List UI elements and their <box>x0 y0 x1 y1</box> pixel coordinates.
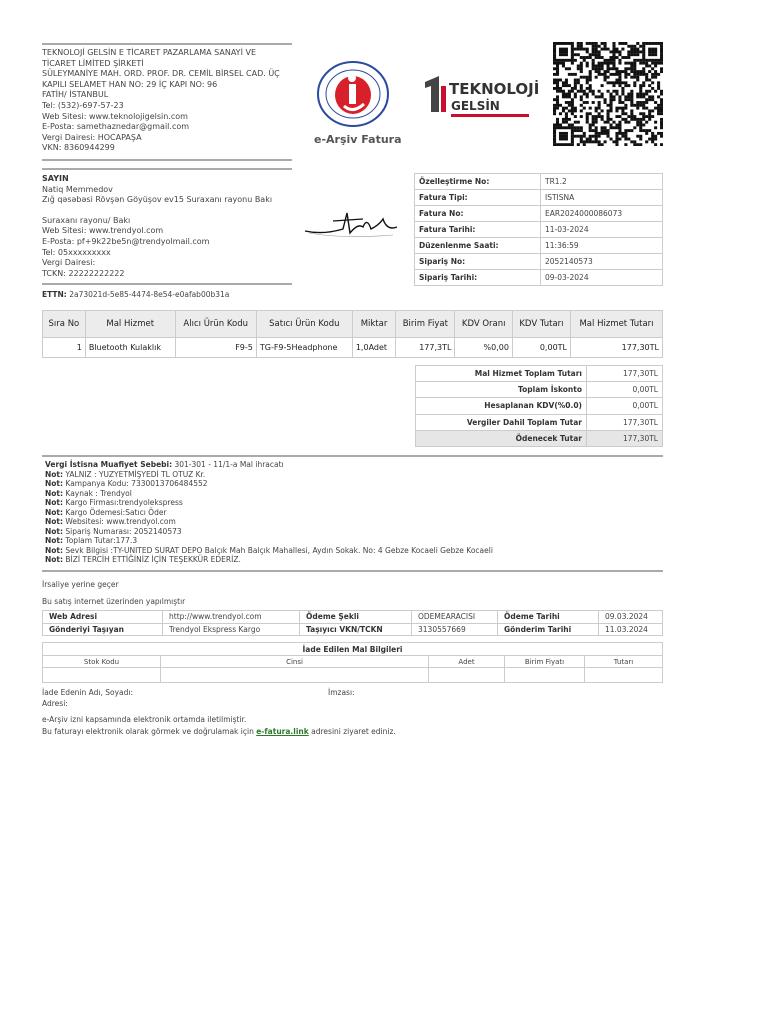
note-label: Not: <box>45 536 64 545</box>
totals-key: Mal Hizmet Toplam Tutarı <box>416 366 587 382</box>
item-vat-amount: 0,00TL <box>512 338 570 358</box>
info-value: 09-03-2024 <box>541 270 663 286</box>
info-row <box>415 238 663 254</box>
footer-line-2-prefix: Bu faturayı elektronik olarak görmek ve doğrulamak için <box>42 727 254 736</box>
returns-header-cell: Adet <box>429 656 505 668</box>
totals-row <box>416 366 663 382</box>
totals-row <box>416 398 663 414</box>
totals-key: Ödenecek Tutar <box>416 430 587 446</box>
totals-row <box>416 414 663 430</box>
returns-header-cell: Cinsi <box>161 656 429 668</box>
notes-block <box>45 460 665 565</box>
totals-value: 177,30TL <box>587 430 663 446</box>
note-text: Kaynak : Trendyol <box>65 488 132 498</box>
returns-header-cell: Birim Fiyatı <box>505 656 585 668</box>
buyer-block <box>42 174 292 279</box>
returns-empty-cell <box>429 668 505 683</box>
web-address-value: http://www.trendyol.com <box>163 611 300 624</box>
note-label: Not: <box>45 479 64 488</box>
totals-value: 0,00TL <box>587 398 663 414</box>
note-line <box>45 470 665 480</box>
internet-sale-note: Bu satış internet üzerinden yapılmıştır <box>42 597 186 606</box>
delivery-table <box>42 610 663 636</box>
info-row <box>415 254 663 270</box>
seller-web: Web Sitesi: www.teknolojigelsin.com <box>42 111 188 121</box>
totals-value: 177,30TL <box>587 366 663 382</box>
returns-empty-cell <box>43 668 161 683</box>
ettn <box>42 290 229 299</box>
irsaliye-note: İrsaliye yerine geçer <box>42 580 119 589</box>
web-address-label: Web Adresi <box>43 611 163 624</box>
invoice-info-table <box>414 173 663 286</box>
note-text: Toplam Tutar:177.3 <box>65 536 138 545</box>
note-line <box>45 508 665 518</box>
buyer-tckn: TCKN: 22222222222 <box>42 268 125 278</box>
notes-divider-bottom <box>42 570 663 572</box>
seller-address-1: SÜLEYMANİYE MAH. ORD. PROF. DR. CEMİL BİRSEL CAD. ÜÇ <box>42 69 280 79</box>
seller-tax-office: Vergi Dairesi: HOCAPAŞA <box>42 132 142 142</box>
returns-header-cell: Tutarı <box>585 656 663 668</box>
items-header-cell: KDV Tutarı <box>512 311 570 338</box>
note-line <box>45 536 665 546</box>
returns-empty-cell <box>585 668 663 683</box>
note-line <box>45 517 665 527</box>
table-row <box>43 338 663 358</box>
info-row <box>415 174 663 190</box>
return-name-label: İade Edenin Adı, Soyadı: <box>42 688 134 697</box>
buyer-web: Web Sitesi: www.trendyol.com <box>42 226 164 236</box>
info-row <box>415 190 663 206</box>
buyer-divider-top <box>42 168 292 170</box>
totals-key: Toplam İskonto <box>416 382 587 398</box>
totals-table <box>415 365 663 447</box>
note-label: Not: <box>45 507 64 517</box>
returns-title: İade Edilen Mal Bilgileri <box>43 643 663 656</box>
note-label: Not: <box>45 545 64 555</box>
buyer-address: Zığ qəsəbəsi Rövşən Göyüşov ev15 Suraxanı rayonu Bakı <box>42 195 273 205</box>
returns-header-cell: Stok Kodu <box>43 656 161 668</box>
info-key: Fatura No: <box>415 206 541 222</box>
note-line <box>45 498 665 508</box>
seller-tel: Tel: (532)-697-57-23 <box>42 100 124 110</box>
note-text: YALNIZ : YUZYETMİŞYEDİ TL OTUZ Kr. <box>65 469 206 479</box>
item-qty: 1,0Adet <box>352 338 395 358</box>
ettn-label: ETTN: <box>42 290 67 299</box>
note-line <box>45 546 665 556</box>
seller-address-2: KAPILI SELAMET HAN NO: 29 İÇ KAPI NO: 96 <box>42 79 218 89</box>
item-total: 177,30TL <box>571 338 663 358</box>
payment-method-label: Ödeme Şekli <box>300 611 412 624</box>
note-text: Sevk Bilgisi :TY-UNITED SURAT DEPO Balçık Mah Balçık Mahallesi, Aydın Sokak. No: 4 Gebze Kocaeli Gebze Kocaeli <box>65 545 493 555</box>
item-unit-price: 177,3TL <box>396 338 455 358</box>
footer-line-2-suffix: adresini ziyaret ediniz. <box>311 727 396 736</box>
buyer-district: Suraxanı rayonu/ Bakı <box>42 215 131 225</box>
info-row <box>415 270 663 286</box>
note-line <box>45 479 665 489</box>
info-key: Sipariş Tarihi: <box>415 270 541 286</box>
note-label: Not: <box>45 469 64 479</box>
info-key: Fatura Tipi: <box>415 190 541 206</box>
gib-seal-logo <box>316 60 391 128</box>
info-row <box>415 222 663 238</box>
note-text: Kampanya Kodu: 7330013706484552 <box>65 479 208 488</box>
buyer-divider-bottom <box>42 283 292 285</box>
info-row <box>415 206 663 222</box>
brand-logo-line1: TEKNOLOJİ <box>449 80 540 98</box>
note-line <box>45 527 665 537</box>
note-text: Sipariş Numarası: 2052140573 <box>65 526 182 536</box>
seller-vkn: VKN: 8360944299 <box>42 143 115 153</box>
qr-code <box>553 42 663 146</box>
carrier-vkn-label: Taşıyıcı VKN/TCKN <box>300 623 412 636</box>
seller-email: E-Posta: samethaznedar@gmail.com <box>42 122 190 132</box>
exemption-note <box>45 460 665 470</box>
returns-empty-cell <box>505 668 585 683</box>
info-key: Sipariş No: <box>415 254 541 270</box>
items-header-cell: Birim Fiyat <box>396 311 455 338</box>
seller-block <box>42 48 292 154</box>
efatura-link[interactable]: e-fatura.link <box>256 727 309 736</box>
carrier-label: Gönderiyi Taşıyan <box>43 623 163 636</box>
note-label: Not: <box>45 498 64 507</box>
items-header-cell: Mal Hizmet <box>85 311 175 338</box>
top-divider <box>42 43 292 45</box>
returns-empty-cell <box>161 668 429 683</box>
info-key: Fatura Tarihi: <box>415 222 541 238</box>
note-line <box>45 489 665 499</box>
items-header-cell: KDV Oranı <box>455 311 512 338</box>
info-value: EAR2024000086073 <box>541 206 663 222</box>
brand-logo <box>421 72 549 120</box>
items-header-cell: Satıcı Ürün Kodu <box>256 311 352 338</box>
note-text: BİZİ TERCİH ETTİĞİNİZ İÇİN TEŞEKKÜR EDERİZ. <box>65 555 241 564</box>
item-vat-rate: %0,00 <box>455 338 512 358</box>
totals-key: Vergiler Dahil Toplam Tutar <box>416 414 587 430</box>
buyer-tel: Tel: 05xxxxxxxxx <box>42 247 111 257</box>
signature-image <box>303 205 399 241</box>
note-text: Kargo Ödemesi:Satıcı Öder <box>65 507 167 517</box>
seller-name: TEKNOLOJİ GELSİN E TİCARET PAZARLAMA SANAYİ VE TİCARET LİMİTED ŞİRKETİ <box>42 48 256 68</box>
item-no: 1 <box>43 338 86 358</box>
ettn-value: 2a73021d-5e85-4474-8e54-e0afab00b31a <box>69 290 230 299</box>
return-signature-label: İmzası: <box>328 688 355 697</box>
buyer-email: E-Posta: pf+9k22be5n@trendyolmail.com <box>42 236 210 246</box>
totals-value: 177,30TL <box>587 414 663 430</box>
info-value: ISTISNA <box>541 190 663 206</box>
footer-line-2 <box>42 727 396 736</box>
buyer-name: Natiq Memmedov <box>42 184 113 194</box>
exemption-label: Vergi İstisna Muafiyet Sebebi: <box>45 460 173 469</box>
info-value: 11-03-2024 <box>541 222 663 238</box>
items-header-cell: Alıcı Ürün Kodu <box>175 311 256 338</box>
note-label: Not: <box>45 517 64 526</box>
carrier-vkn-value: 3130557669 <box>412 623 498 636</box>
note-label: Not: <box>45 488 64 498</box>
exemption-value: 301-301 - 11/1-a Mal ihracatı <box>174 460 284 469</box>
item-buyer-code: F9-5 <box>175 338 256 358</box>
document-title: e-Arşiv Fatura <box>314 133 402 146</box>
note-label: Not: <box>45 526 64 536</box>
info-value: TR1.2 <box>541 174 663 190</box>
brand-logo-line2: GELSİN <box>451 99 500 113</box>
notes-divider-top <box>42 455 663 457</box>
ship-date-label: Gönderim Tarihi <box>498 623 599 636</box>
totals-key: Hesaplanan KDV(%0.0) <box>416 398 587 414</box>
items-header-cell: Sıra No <box>43 311 86 338</box>
note-text: Websitesi: www.trendyol.com <box>65 517 176 526</box>
totals-row <box>416 430 663 446</box>
seller-divider <box>42 159 292 161</box>
ship-date-value: 11.03.2024 <box>599 623 663 636</box>
info-key: Düzenlenme Saati: <box>415 238 541 254</box>
returns-table <box>42 642 663 683</box>
info-value: 11:36:59 <box>541 238 663 254</box>
payment-date-label: Ödeme Tarihi <box>498 611 599 624</box>
note-text: Kargo Firması:trendyolekspress <box>65 498 183 507</box>
buyer-tax-office: Vergi Dairesi: <box>42 258 96 268</box>
payment-method-value: ODEMEARACISI <box>412 611 498 624</box>
footer-line-1: e-Arşiv izni kapsamında elektronik ortamda iletilmiştir. <box>42 715 247 724</box>
item-name: Bluetooth Kulaklık <box>85 338 175 358</box>
totals-row <box>416 382 663 398</box>
carrier-value: Trendyol Ekspress Kargo <box>163 623 300 636</box>
items-header-cell: Miktar <box>352 311 395 338</box>
item-seller-code: TG-F9-5Headphone <box>256 338 352 358</box>
return-address-label: Adresi: <box>42 699 68 708</box>
seller-city: FATİH/ İSTANBUL <box>42 90 109 100</box>
totals-value: 0,00TL <box>587 382 663 398</box>
note-line <box>45 555 665 565</box>
buyer-label: SAYIN <box>42 174 69 183</box>
info-value: 2052140573 <box>541 254 663 270</box>
payment-date-value: 09.03.2024 <box>599 611 663 624</box>
items-table <box>42 310 663 358</box>
note-label: Not: <box>45 555 64 564</box>
items-header-cell: Mal Hizmet Tutarı <box>571 311 663 338</box>
info-key: Özelleştirme No: <box>415 174 541 190</box>
